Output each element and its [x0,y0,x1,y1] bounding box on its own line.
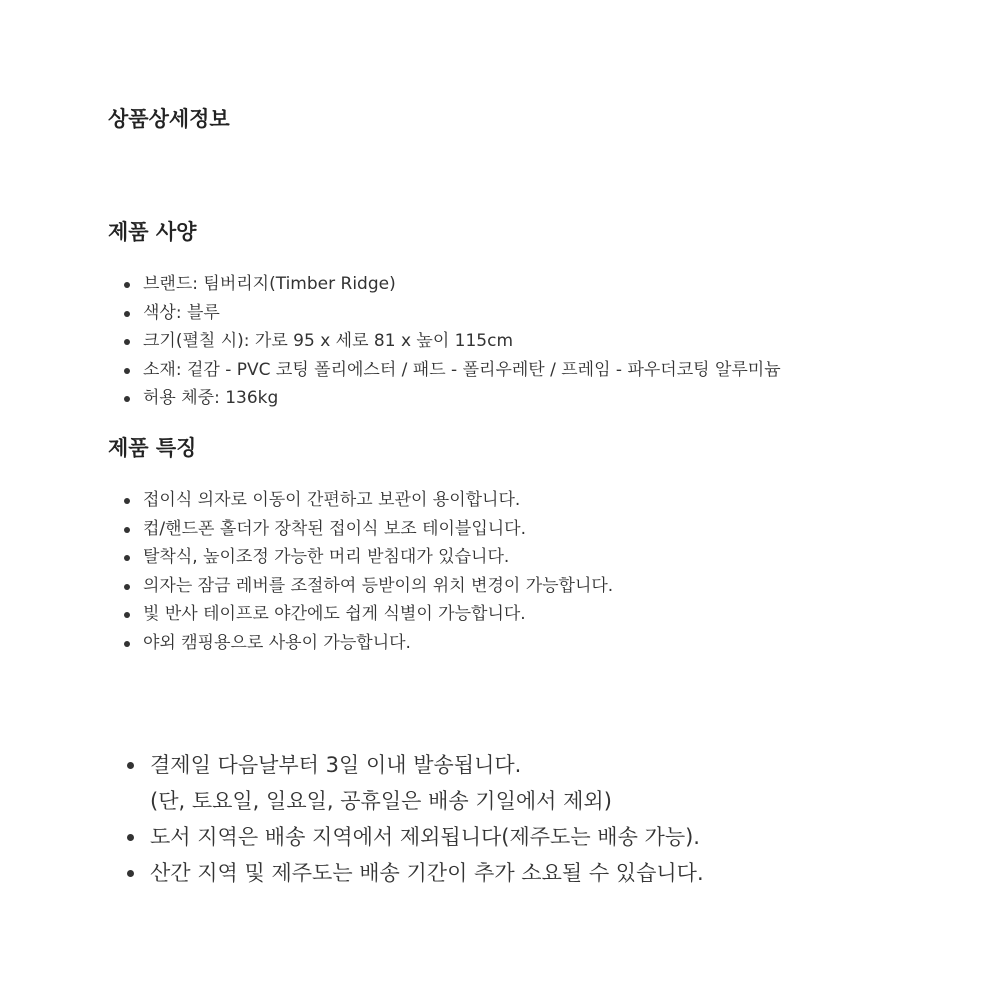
page-title: 상품상세정보 [108,107,230,131]
spec-heading: 제품 사양 [108,220,197,244]
feature-item: 탈착식, 높이조정 가능한 머리 받침대가 있습니다. [108,543,613,572]
feature-heading: 제품 특징 [108,436,197,460]
feature-item: 의자는 잠금 레버를 조절하여 등받이의 위치 변경이 가능합니다. [108,572,613,601]
spec-item-size: 크기(펼칠 시): 가로 95 x 세로 81 x 높이 115cm [108,327,781,356]
feature-item: 야외 캠핑용으로 사용이 가능합니다. [108,629,613,658]
shipping-item-dispatch-exception: (단, 토요일, 일요일, 공휴일은 배송 기일에서 제외) [150,789,612,813]
spec-item-weight-capacity: 허용 체중: 136kg [108,384,781,413]
feature-item: 접이식 의자로 이동이 간편하고 보관이 용이합니다. [108,486,613,515]
shipping-item-island-exclusion: 도서 지역은 배송 지역에서 제외됩니다(제주도는 배송 가능). [108,819,704,855]
shipping-item-dispatch: 결제일 다음날부터 3일 이내 발송됩니다. [108,747,704,783]
spec-list [108,270,781,413]
feature-item: 컵/핸드폰 홀더가 장착된 접이식 보조 테이블입니다. [108,515,613,544]
shipping-item-mountain-delay: 산간 지역 및 제주도는 배송 기간이 추가 소요될 수 있습니다. [108,855,704,891]
feature-item: 빛 반사 테이프로 야간에도 쉽게 식별이 가능합니다. [108,600,613,629]
feature-list [108,486,613,657]
shipping-notice-list [108,747,704,891]
spec-item-brand: 브랜드: 팀버리지(Timber Ridge) [108,270,781,299]
spec-item-material: 소재: 겉감 - PVC 코팅 폴리에스터 / 패드 - 폴리우레탄 / 프레임 - 파우더코팅 알루미늄 [108,356,781,385]
spec-item-color: 색상: 블루 [108,299,781,328]
